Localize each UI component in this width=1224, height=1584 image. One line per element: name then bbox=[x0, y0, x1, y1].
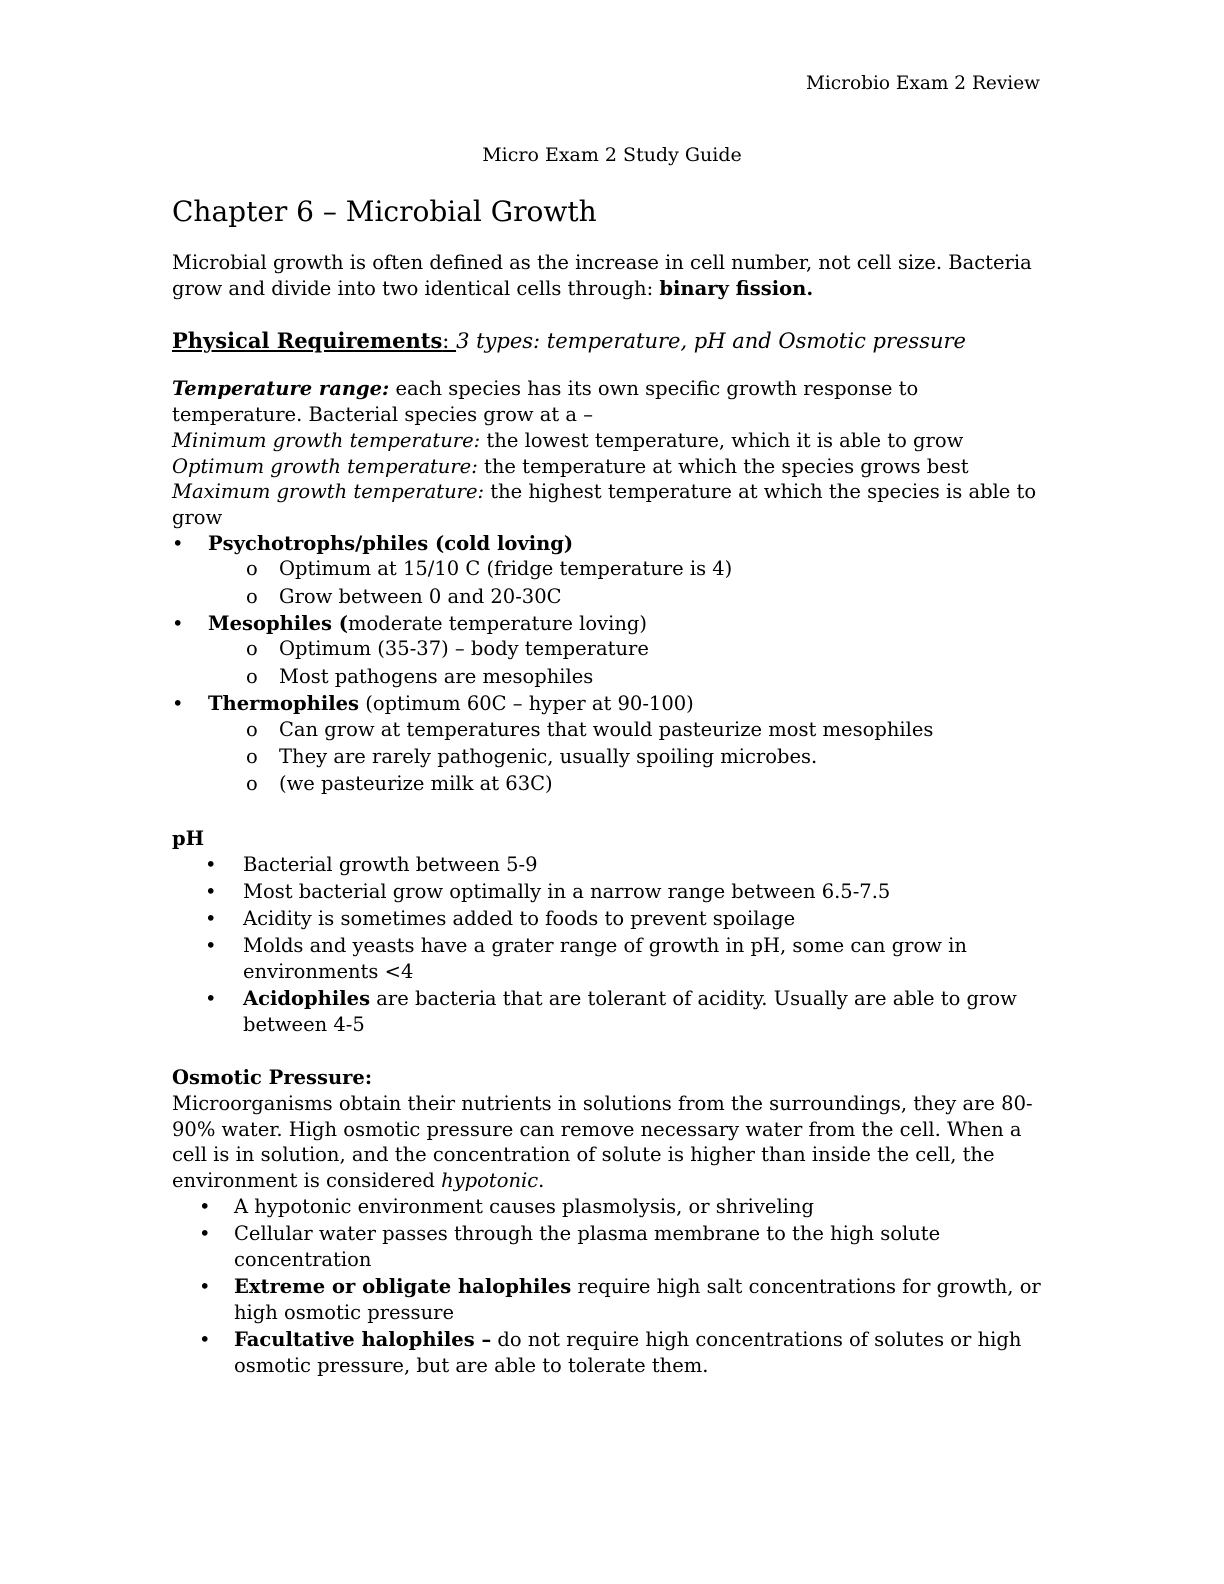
ph-list bbox=[172, 852, 1052, 1038]
acidophiles-bold: Acidophiles bbox=[243, 987, 371, 1011]
sub-list bbox=[208, 636, 1052, 689]
ph-heading-label: pH bbox=[172, 827, 205, 851]
sub-list bbox=[208, 717, 1052, 797]
spacer bbox=[172, 1039, 1052, 1065]
intro-paragraph bbox=[172, 250, 1052, 301]
group-rest: (optimum 60C – hyper at 90-100) bbox=[359, 691, 694, 715]
max-temp-label: Maximum growth temperature: bbox=[172, 480, 485, 504]
halophiles-rest: require high salt concentrations for growth, or high osmotic pressure bbox=[234, 1274, 1041, 1324]
osmotic-italic: hypotonic bbox=[441, 1169, 539, 1193]
list-item: • Bacterial growth between 5-9 bbox=[172, 852, 1052, 878]
list-item: o Optimum at 15/10 C (fridge temperature is 4) bbox=[208, 556, 1052, 582]
osmotic-heading bbox=[172, 1065, 1052, 1091]
min-temp-label: Minimum growth temperature: bbox=[172, 428, 481, 452]
list-item: o Grow between 0 and 20-30C bbox=[208, 584, 1052, 610]
opt-temp-label: Optimum growth temperature: bbox=[172, 454, 478, 478]
group-rest: moderate temperature loving) bbox=[348, 611, 647, 635]
group-bold: Mesophiles ( bbox=[208, 611, 349, 635]
max-temp-line bbox=[172, 479, 1052, 530]
intro-bold: binary fission. bbox=[659, 276, 814, 300]
facultative-bold: Facultative halophiles – bbox=[234, 1327, 492, 1351]
physical-subtitle: 3 types: temperature, pH and Osmotic pressure bbox=[456, 329, 966, 354]
osmotic-paragraph bbox=[172, 1091, 1052, 1194]
list-item bbox=[172, 1274, 1052, 1325]
chapter-heading: Chapter 6 – Microbial Growth bbox=[172, 195, 597, 228]
halophiles-bold: Extreme or obligate halophiles bbox=[234, 1274, 572, 1298]
min-temp-line bbox=[172, 428, 1052, 454]
facultative-rest: do not require high concentrations of solutes or high osmotic pressure, but are able to tolerate them. bbox=[234, 1327, 1022, 1377]
max-temp-text: the highest temperature at which the species is able to grow bbox=[172, 480, 1037, 529]
list-item bbox=[172, 531, 1052, 610]
document-body bbox=[172, 194, 1052, 1380]
temperature-label: Temperature range: bbox=[172, 377, 390, 401]
list-item: • Cellular water passes through the plasma membrane to the high solute concentration bbox=[172, 1221, 1052, 1272]
opt-temp-line bbox=[172, 454, 1052, 480]
group-bold: Thermophiles bbox=[208, 691, 360, 715]
sub-list bbox=[208, 556, 1052, 609]
list-item bbox=[172, 1327, 1052, 1378]
opt-temp-text: the temperature at which the species grows best bbox=[477, 454, 969, 478]
list-item: o Most pathogens are mesophiles bbox=[208, 664, 1052, 690]
physical-requirements-heading bbox=[172, 326, 1052, 356]
list-item bbox=[172, 691, 1052, 797]
physical-heading-label: Physical Requirements bbox=[172, 328, 443, 354]
group-bold: Psychotrophs/philes (cold loving) bbox=[208, 531, 574, 555]
list-item: • A hypotonic environment causes plasmolysis, or shriveling bbox=[172, 1194, 1052, 1220]
list-item: o Can grow at temperatures that would pasteurize most mesophiles bbox=[208, 717, 1052, 743]
page-header: Microbio Exam 2 Review bbox=[805, 73, 1040, 94]
list-item: o They are rarely pathogenic, usually spoiling microbes. bbox=[208, 744, 1052, 770]
list-item bbox=[172, 986, 1052, 1037]
document-title: Micro Exam 2 Study Guide bbox=[482, 144, 742, 166]
intro-text: Microbial growth is often defined as the increase in cell number, not cell size. Bacteria grow and divide into two identical cells through: bbox=[172, 251, 1032, 300]
osmotic-heading-label: Osmotic Pressure: bbox=[172, 1066, 373, 1090]
min-temp-text: the lowest temperature, which it is able to grow bbox=[480, 428, 964, 452]
osmotic-list bbox=[172, 1194, 1052, 1378]
ph-heading bbox=[172, 826, 1052, 852]
list-item: o (we pasteurize milk at 63C) bbox=[208, 771, 1052, 797]
spacer bbox=[172, 798, 1052, 826]
physical-heading-colon: : bbox=[442, 329, 457, 354]
osmotic-end: . bbox=[538, 1169, 545, 1193]
list-item bbox=[172, 611, 1052, 690]
temperature-text: each species has its own specific growth response to temperature. Bacterial species grow at a – bbox=[172, 377, 919, 427]
list-item: • Most bacterial grow optimally in a narrow range between 6.5-7.5 bbox=[172, 879, 1052, 905]
list-item: • Acidity is sometimes added to foods to prevent spoilage bbox=[172, 906, 1052, 932]
list-item: o Optimum (35-37) – body temperature bbox=[208, 636, 1052, 662]
acidophiles-rest: are bacteria that are tolerant of acidity. Usually are able to grow between 4-5 bbox=[243, 987, 1017, 1037]
list-item: • Molds and yeasts have a grater range of growth in pH, some can grow in environments <4 bbox=[172, 933, 1052, 984]
osmotic-text: Microorganisms obtain their nutrients in solutions from the surroundings, they are 80-90% water. High osmotic pressure can remove necessary water from the cell. When a cell is in solution, and the concentration of solute is higher than inside the cell, the environment is considered bbox=[172, 1091, 1033, 1193]
temperature-groups-list bbox=[172, 531, 1052, 797]
temperature-range-paragraph bbox=[172, 376, 1052, 427]
